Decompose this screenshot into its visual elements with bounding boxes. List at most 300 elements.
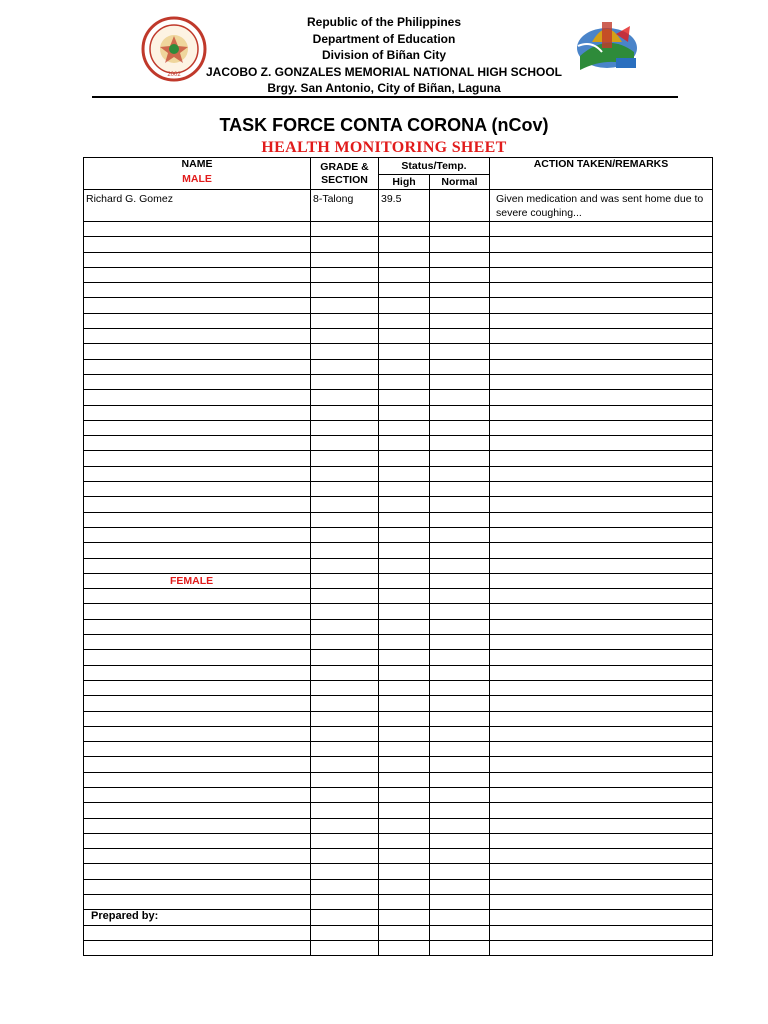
entry-grade-section[interactable] [311,497,379,512]
table-row [84,864,713,879]
table-row [84,879,713,894]
entry-high-temp[interactable] [379,680,430,695]
entry-high-temp[interactable] [379,573,430,588]
entry-remarks[interactable] [490,925,713,940]
entry-normal-temp[interactable] [430,558,490,573]
entry-high-temp[interactable] [379,298,430,313]
entry-normal-temp[interactable] [430,772,490,787]
entry-normal-temp[interactable] [430,573,490,588]
entry-grade-section[interactable] [311,237,379,252]
entry-grade-section[interactable] [311,787,379,802]
entry-name[interactable] [84,497,311,512]
entry-remarks[interactable] [490,895,713,910]
entry-normal-temp[interactable] [430,619,490,634]
entry-high-temp[interactable] [379,787,430,802]
table-body [84,190,713,956]
entry-remarks[interactable] [490,803,713,818]
entry-grade-section[interactable] [311,619,379,634]
entry-name[interactable] [84,711,311,726]
entry-grade-section[interactable] [311,925,379,940]
entry-normal-temp[interactable] [430,818,490,833]
table-row [84,650,713,665]
table-row [84,772,713,787]
header-republic: Republic of the Philippines [306,15,461,29]
entry-high-temp[interactable] [379,803,430,818]
entry-remarks[interactable] [490,787,713,802]
entry-grade-section[interactable] [311,849,379,864]
entry-high-temp[interactable] [379,405,430,420]
entry-normal-temp[interactable] [430,344,490,359]
entry-high-temp[interactable] [379,696,430,711]
entry-normal-temp[interactable] [430,267,490,282]
entry-grade-section[interactable] [311,879,379,894]
entry-name[interactable] [84,818,311,833]
entry-remarks[interactable] [490,512,713,527]
entry-normal-temp[interactable] [430,910,490,925]
entry-high-temp[interactable] [379,635,430,650]
entry-high-temp[interactable]: 39.5 [379,190,430,222]
table-row [84,190,713,222]
entry-remarks[interactable] [490,772,713,787]
entry-normal-temp[interactable] [430,895,490,910]
entry-high-temp[interactable] [379,359,430,374]
entry-name[interactable] [84,940,311,955]
entry-normal-temp[interactable] [430,879,490,894]
entry-grade-section[interactable] [311,604,379,619]
entry-normal-temp[interactable] [430,512,490,527]
entry-normal-temp[interactable] [430,665,490,680]
entry-name[interactable] [84,757,311,772]
entry-normal-temp[interactable] [430,527,490,542]
entry-high-temp[interactable] [379,818,430,833]
entry-high-temp[interactable] [379,451,430,466]
entry-normal-temp[interactable] [430,222,490,237]
entry-remarks[interactable] [490,696,713,711]
entry-normal-temp[interactable] [430,543,490,558]
entry-name[interactable] [84,436,311,451]
table-row [84,895,713,910]
entry-high-temp[interactable] [379,482,430,497]
entry-normal-temp[interactable] [430,650,490,665]
prepared-by-label: Prepared by: [91,910,159,922]
column-header-status [379,158,490,175]
entry-high-temp[interactable] [379,726,430,741]
entry-high-temp[interactable] [379,374,430,389]
entry-grade-section[interactable] [311,940,379,955]
entry-name[interactable] [84,680,311,695]
entry-remarks[interactable] [490,329,713,344]
entry-name[interactable] [84,742,311,757]
entry-name[interactable] [84,222,311,237]
entry-grade-section[interactable] [311,895,379,910]
entry-grade-section[interactable] [311,283,379,298]
entry-high-temp[interactable] [379,940,430,955]
entry-high-temp[interactable] [379,344,430,359]
entry-high-temp[interactable] [379,711,430,726]
entry-grade-section[interactable] [311,757,379,772]
entry-grade-section[interactable] [311,466,379,481]
column-header-name [84,158,311,190]
entry-remarks[interactable] [490,742,713,757]
entry-normal-temp[interactable] [430,726,490,741]
health-monitoring-table [83,157,713,956]
entry-normal-temp[interactable] [430,925,490,940]
table-row [84,726,713,741]
name-header-label: NAME [181,158,213,170]
entry-name[interactable] [84,864,311,879]
entry-grade-section[interactable] [311,635,379,650]
entry-remarks[interactable] [490,482,713,497]
entry-grade-section[interactable] [311,344,379,359]
entry-high-temp[interactable] [379,619,430,634]
table-row [84,940,713,955]
entry-high-temp[interactable] [379,849,430,864]
entry-grade-section[interactable] [311,726,379,741]
entry-normal-temp[interactable] [430,466,490,481]
entry-normal-temp[interactable] [430,390,490,405]
table-row [84,543,713,558]
entry-normal-temp[interactable] [430,757,490,772]
column-header-grade-section [311,158,379,190]
entry-name[interactable] [84,527,311,542]
entry-grade-section[interactable] [311,650,379,665]
entry-remarks[interactable] [490,527,713,542]
entry-remarks[interactable] [490,711,713,726]
entry-grade-section[interactable] [311,420,379,435]
entry-normal-temp[interactable] [430,252,490,267]
entry-name[interactable]: Richard G. Gomez [84,190,311,222]
entry-grade-section[interactable] [311,482,379,497]
table-row [84,680,713,695]
entry-high-temp[interactable] [379,329,430,344]
entry-normal-temp[interactable] [430,313,490,328]
entry-name[interactable] [84,313,311,328]
entry-grade-section[interactable] [311,589,379,604]
entry-name[interactable] [84,635,311,650]
entry-remarks[interactable] [490,726,713,741]
entry-high-temp[interactable] [379,925,430,940]
entry-grade-section[interactable] [311,711,379,726]
entry-normal-temp[interactable] [430,696,490,711]
entry-remarks[interactable] [490,573,713,588]
entry-grade-section[interactable] [311,222,379,237]
entry-remarks[interactable] [490,420,713,435]
entry-grade-section[interactable] [311,374,379,389]
entry-remarks[interactable] [490,237,713,252]
entry-name[interactable] [84,344,311,359]
entry-name[interactable] [84,558,311,573]
entry-grade-section[interactable] [311,818,379,833]
entry-normal-temp[interactable] [430,635,490,650]
entry-normal-temp[interactable] [430,849,490,864]
entry-name[interactable] [84,619,311,634]
entry-normal-temp[interactable] [430,787,490,802]
entry-remarks[interactable] [490,940,713,955]
entry-normal-temp[interactable] [430,680,490,695]
entry-normal-temp[interactable] [430,283,490,298]
female-section-label: FEMALE [84,573,311,588]
entry-grade-section[interactable] [311,359,379,374]
entry-grade-section[interactable] [311,864,379,879]
table-row [84,604,713,619]
entry-name[interactable] [84,420,311,435]
table-row [84,619,713,634]
entry-high-temp[interactable] [379,864,430,879]
entry-high-temp[interactable] [379,436,430,451]
table-row [84,742,713,757]
entry-name[interactable] [84,252,311,267]
entry-normal-temp[interactable] [430,451,490,466]
entry-high-temp[interactable] [379,237,430,252]
entry-remarks[interactable] [490,833,713,848]
entry-normal-temp[interactable] [430,742,490,757]
entry-high-temp[interactable] [379,757,430,772]
male-section-label: MALE [182,173,212,185]
entry-grade-section[interactable] [311,803,379,818]
entry-grade-section[interactable] [311,512,379,527]
table-row [84,803,713,818]
table-row [84,711,713,726]
document-header [0,14,768,97]
entry-remarks[interactable] [490,451,713,466]
entry-remarks[interactable] [490,604,713,619]
entry-grade-section[interactable] [311,573,379,588]
entry-high-temp[interactable] [379,650,430,665]
entry-name[interactable] [84,696,311,711]
entry-name[interactable] [84,772,311,787]
entry-name[interactable] [84,237,311,252]
entry-normal-temp[interactable] [430,405,490,420]
entry-name[interactable] [84,451,311,466]
entry-grade-section[interactable] [311,436,379,451]
entry-name[interactable] [84,482,311,497]
table-row [84,313,713,328]
entry-name[interactable] [84,267,311,282]
entry-grade-section[interactable] [311,696,379,711]
entry-high-temp[interactable] [379,466,430,481]
entry-grade-section[interactable] [311,390,379,405]
entry-remarks[interactable] [490,344,713,359]
entry-grade-section[interactable] [311,558,379,573]
entry-normal-temp[interactable] [430,833,490,848]
entry-normal-temp[interactable] [430,359,490,374]
entry-remarks[interactable] [490,267,713,282]
table-row [84,466,713,481]
grade-header-line1: GRADE & [320,160,369,173]
entry-remarks[interactable] [490,283,713,298]
entry-remarks[interactable] [490,589,713,604]
entry-name[interactable] [84,298,311,313]
entry-name[interactable] [84,283,311,298]
entry-remarks[interactable] [490,222,713,237]
entry-grade-section[interactable]: 8-Talong [311,190,379,222]
entry-name[interactable] [84,849,311,864]
entry-high-temp[interactable] [379,665,430,680]
entry-remarks[interactable] [490,879,713,894]
entry-high-temp[interactable] [379,420,430,435]
entry-grade-section[interactable] [311,910,379,925]
table-row [84,497,713,512]
entry-normal-temp[interactable] [430,374,490,389]
entry-remarks[interactable] [490,497,713,512]
table-row [84,283,713,298]
entry-name[interactable] [84,374,311,389]
entry-high-temp[interactable] [379,742,430,757]
table-row [84,237,713,252]
entry-grade-section[interactable] [311,680,379,695]
entry-remarks[interactable] [490,359,713,374]
table-row [84,436,713,451]
entry-remarks[interactable] [490,650,713,665]
entry-name[interactable] [84,466,311,481]
entry-remarks[interactable] [490,298,713,313]
entry-normal-temp[interactable] [430,864,490,879]
entry-normal-temp[interactable] [430,589,490,604]
entry-grade-section[interactable] [311,252,379,267]
table-row [84,298,713,313]
entry-remarks[interactable] [490,619,713,634]
entry-name[interactable] [84,329,311,344]
entry-remarks[interactable] [490,757,713,772]
entry-high-temp[interactable] [379,879,430,894]
entry-grade-section[interactable] [311,543,379,558]
table-row [84,635,713,650]
table-row [84,222,713,237]
entry-grade-section[interactable] [311,527,379,542]
entry-normal-temp[interactable] [430,711,490,726]
entry-name[interactable] [84,726,311,741]
entry-grade-section[interactable] [311,665,379,680]
header-school-name: JACOBO Z. GONZALES MEMORIAL NATIONAL HIGH SCHOOL [205,64,562,79]
entry-grade-section[interactable] [311,833,379,848]
entry-remarks[interactable] [490,466,713,481]
table-row [84,329,713,344]
entry-remarks[interactable] [490,374,713,389]
entry-remarks[interactable] [490,680,713,695]
entry-high-temp[interactable] [379,833,430,848]
entry-high-temp[interactable] [379,252,430,267]
entry-normal-temp[interactable] [430,803,490,818]
entry-name[interactable] [84,604,311,619]
table-row [84,849,713,864]
entry-grade-section[interactable] [311,313,379,328]
table-row [84,573,713,588]
table-row [84,344,713,359]
table-row [84,910,713,925]
header-department: Department of Education [312,31,456,46]
entry-high-temp[interactable] [379,390,430,405]
table-row [84,390,713,405]
entry-normal-temp[interactable] [430,940,490,955]
entry-name[interactable] [84,390,311,405]
entry-name[interactable] [84,589,311,604]
entry-grade-section[interactable] [311,405,379,420]
entry-name[interactable] [84,405,311,420]
entry-remarks[interactable] [490,665,713,680]
entry-high-temp[interactable] [379,527,430,542]
entry-name[interactable] [84,787,311,802]
page-title: TASK FORCE CONTA CORONA (nCov) [219,115,549,135]
entry-remarks[interactable] [490,558,713,573]
entry-normal-temp[interactable] [430,420,490,435]
column-header-high: High [379,175,430,190]
entry-name[interactable] [84,512,311,527]
entry-normal-temp[interactable] [430,298,490,313]
entry-high-temp[interactable] [379,895,430,910]
entry-high-temp[interactable] [379,497,430,512]
entry-name[interactable] [84,665,311,680]
entry-high-temp[interactable] [379,313,430,328]
entry-high-temp[interactable] [379,222,430,237]
entry-name[interactable] [84,543,311,558]
entry-high-temp[interactable] [379,558,430,573]
entry-normal-temp[interactable] [430,497,490,512]
entry-high-temp[interactable] [379,512,430,527]
table-row [84,527,713,542]
entry-normal-temp[interactable] [430,190,490,222]
table-row [84,482,713,497]
entry-remarks[interactable] [490,543,713,558]
entry-grade-section[interactable] [311,298,379,313]
entry-high-temp[interactable] [379,283,430,298]
entry-grade-section[interactable] [311,329,379,344]
entry-remarks[interactable] [490,910,713,925]
entry-grade-section[interactable] [311,451,379,466]
entry-remarks[interactable] [490,818,713,833]
table-row [84,787,713,802]
entry-high-temp[interactable] [379,604,430,619]
entry-remarks[interactable] [490,849,713,864]
header-division: Division of Biñan City [321,48,446,62]
entry-remarks[interactable] [490,864,713,879]
entry-name[interactable] [84,359,311,374]
table-row [84,696,713,711]
entry-normal-temp[interactable] [430,329,490,344]
entry-remarks[interactable] [490,313,713,328]
entry-normal-temp[interactable] [430,604,490,619]
entry-name[interactable] [84,650,311,665]
entry-name[interactable] [84,895,311,910]
entry-name[interactable] [84,925,311,940]
entry-high-temp[interactable] [379,910,430,925]
entry-remarks[interactable] [490,252,713,267]
table-row [84,558,713,573]
entry-remarks[interactable] [490,405,713,420]
entry-high-temp[interactable] [379,589,430,604]
seal-year: 2002 [167,72,181,78]
entry-grade-section[interactable] [311,772,379,787]
entry-grade-section[interactable] [311,742,379,757]
entry-high-temp[interactable] [379,772,430,787]
entry-name[interactable] [84,833,311,848]
entry-normal-temp[interactable] [430,436,490,451]
entry-high-temp[interactable] [379,267,430,282]
entry-high-temp[interactable] [379,543,430,558]
entry-remarks[interactable] [490,635,713,650]
table-row [84,757,713,772]
entry-name[interactable] [84,879,311,894]
entry-remarks[interactable] [490,390,713,405]
table-row [84,359,713,374]
entry-normal-temp[interactable] [430,237,490,252]
entry-grade-section[interactable] [311,267,379,282]
entry-remarks[interactable]: Given medication and was sent home due to severe coughing... [490,190,713,222]
table-row [84,512,713,527]
table-row [84,374,713,389]
entry-remarks[interactable] [490,436,713,451]
entry-name[interactable] [84,803,311,818]
entry-normal-temp[interactable] [430,482,490,497]
